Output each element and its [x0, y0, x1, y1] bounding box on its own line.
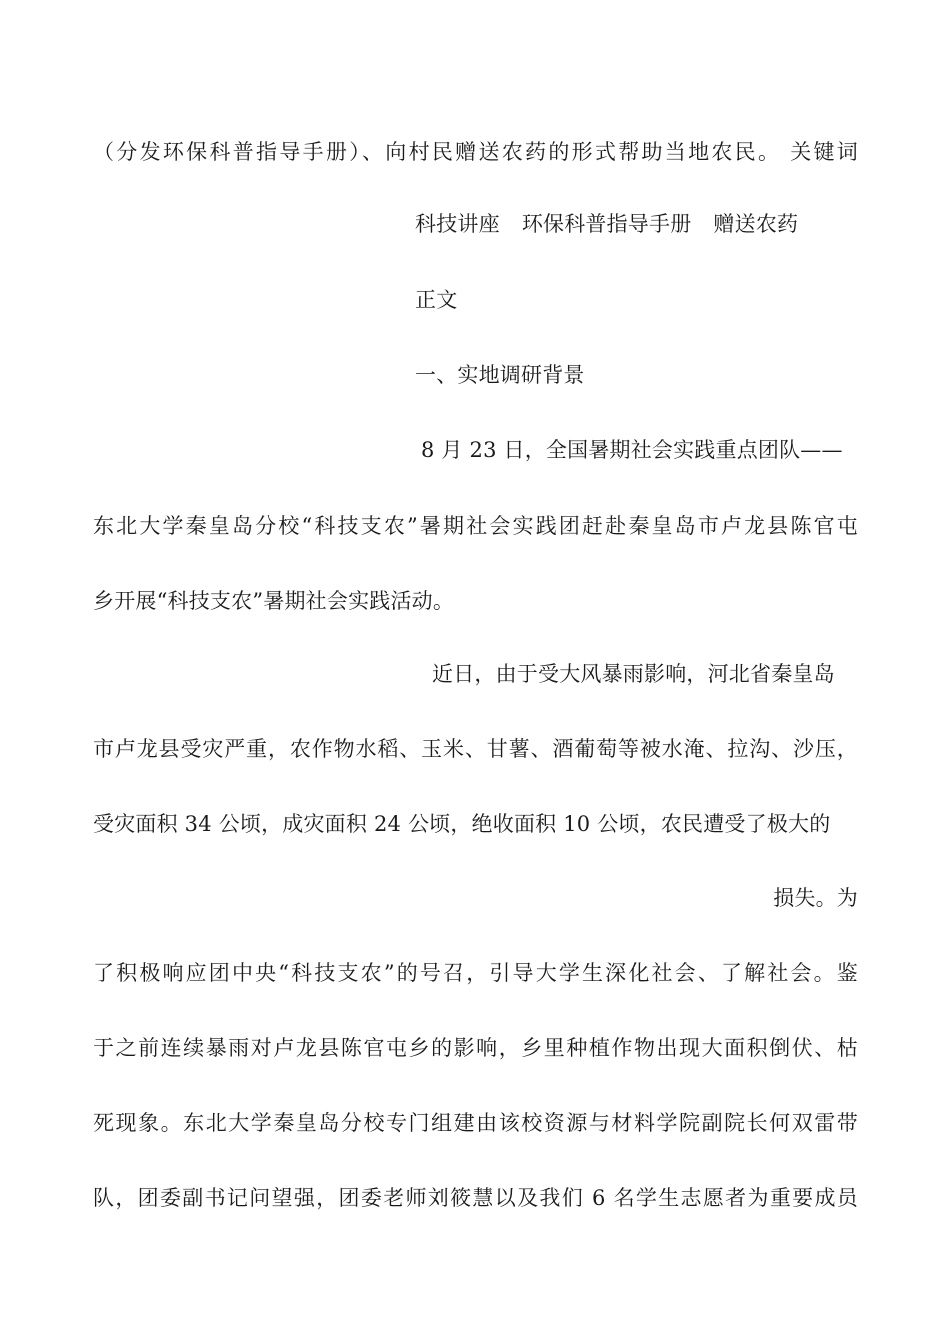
section-heading: 一、实地调研背景	[415, 363, 585, 387]
paragraph-line: 受灾面积 34 公顷，成灾面积 24 公顷，绝收面积 10 公顷，农民遭受了极大的	[93, 812, 831, 836]
paragraph-line: 损失。为	[773, 886, 858, 910]
keyword: 环保科普指导手册	[521, 212, 692, 236]
paragraph-line: 了积极响应团中央“科技支农”的号召，引导大学生深化社会、了解社会。鉴	[93, 961, 858, 985]
paragraph-line: 于之前连续暴雨对卢龙县陈官屯乡的影响，乡里种植作物出现大面积倒伏、枯	[93, 1036, 858, 1060]
paragraph-line: 近日，由于受大风暴雨影响，河北省秦皇岛	[432, 662, 835, 686]
keyword: 科技讲座	[415, 212, 500, 236]
paragraph-line: 队，团委副书记问望强，团委老师刘筱慧以及我们 6 名学生志愿者为重要成员	[93, 1186, 858, 1210]
paragraph-line: 死现象。东北大学秦皇岛分校专门组建由该校资源与材料学院副院长何双雷带	[93, 1111, 858, 1135]
paragraph-line: 东北大学秦皇岛分校“科技支农”暑期社会实践团赶赴秦皇岛市卢龙县陈官屯	[93, 514, 858, 538]
section-label: 正文	[415, 288, 458, 312]
paragraph-line: 8 月 23 日，全国暑期社会实践重点团队——	[421, 438, 843, 462]
paragraph-line: 乡开展“科技支农”暑期社会实践活动。	[93, 589, 455, 613]
paragraph-line: 市卢龙县受灾严重，农作物水稻、玉米、甘薯、酒葡萄等被水淹、拉沟、沙压，	[93, 737, 858, 761]
keyword: 赠送农药	[713, 212, 799, 236]
keywords-line	[415, 209, 798, 239]
paragraph-line: （分发环保科普指导手册）、向村民赠送农药的形式帮助当地农民。 关键词	[93, 140, 858, 164]
